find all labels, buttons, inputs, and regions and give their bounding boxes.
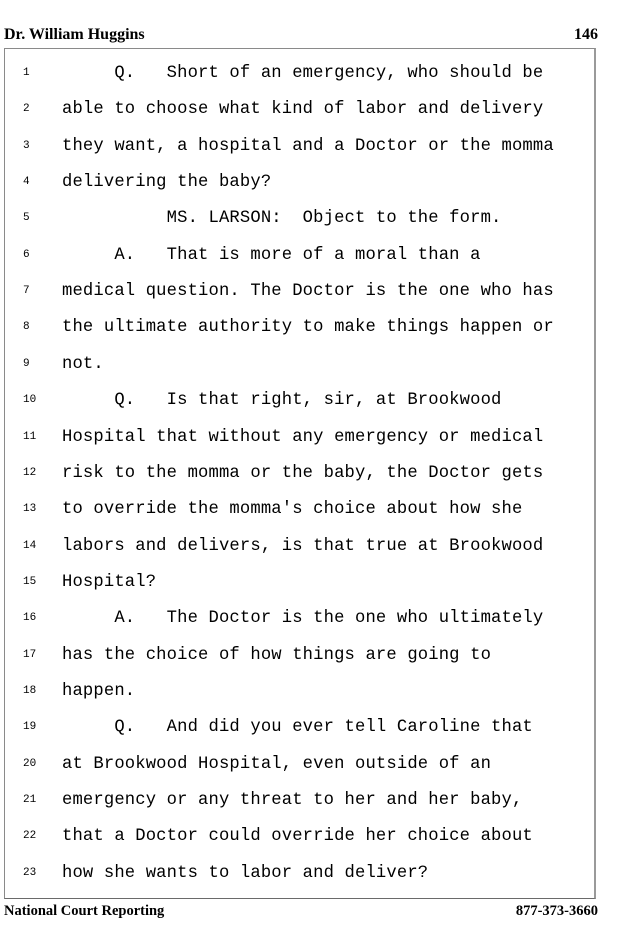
line-number: 20 bbox=[23, 757, 37, 770]
transcript-line bbox=[5, 609, 595, 648]
transcript-line bbox=[5, 100, 595, 139]
transcript-line bbox=[5, 572, 595, 612]
line-text: that a Doctor could override her choice about bbox=[62, 827, 533, 847]
reporting-company: National Court Reporting bbox=[4, 903, 165, 919]
line-text: medical question. The Doctor is the one who has bbox=[62, 282, 554, 302]
line-text: to override the momma's choice about how she bbox=[62, 500, 523, 520]
line-number: 18 bbox=[23, 684, 37, 697]
line-number: 8 bbox=[23, 321, 30, 334]
line-text: labors and delivers, is that true at Brookwood bbox=[62, 536, 544, 556]
line-number: 9 bbox=[23, 357, 30, 370]
line-text: the ultimate authority to make things happen or bbox=[62, 318, 554, 338]
line-number: 4 bbox=[23, 176, 30, 189]
line-text: delivering the baby? bbox=[62, 173, 272, 193]
page-number: 146 bbox=[574, 26, 598, 43]
line-number: 11 bbox=[23, 430, 37, 443]
transcript-line bbox=[5, 318, 595, 357]
line-text: Hospital? bbox=[62, 572, 157, 592]
transcript-line bbox=[5, 64, 595, 103]
page-footer bbox=[4, 903, 598, 923]
line-number: 15 bbox=[23, 575, 37, 588]
transcript-line bbox=[5, 791, 595, 830]
transcript-line bbox=[5, 500, 595, 539]
line-text: MS. LARSON: Object to the form. bbox=[62, 209, 502, 229]
line-number: 13 bbox=[23, 503, 37, 516]
transcript-box bbox=[4, 48, 596, 899]
line-text: A. That is more of a moral than a bbox=[62, 245, 481, 265]
line-number: 22 bbox=[23, 830, 37, 843]
line-text: Q. Is that right, sir, at Brookwood bbox=[62, 391, 502, 411]
line-text: A. The Doctor is the one who ultimately bbox=[62, 609, 544, 629]
line-number: 19 bbox=[23, 721, 37, 734]
line-number: 12 bbox=[23, 466, 37, 479]
transcript-line bbox=[5, 827, 595, 866]
transcript-line bbox=[5, 391, 595, 430]
line-number: 5 bbox=[23, 212, 30, 225]
witness-name: Dr. William Huggins bbox=[4, 26, 145, 43]
line-text: risk to the momma or the baby, the Doctor gets bbox=[62, 463, 544, 483]
line-text: Hospital that without any emergency or medical bbox=[62, 427, 544, 447]
line-number: 3 bbox=[23, 139, 30, 152]
transcript-line bbox=[5, 645, 595, 685]
line-text: not. bbox=[62, 354, 104, 374]
transcript-line bbox=[5, 754, 595, 794]
line-number: 14 bbox=[23, 539, 37, 552]
line-number: 10 bbox=[23, 394, 37, 407]
line-number: 1 bbox=[23, 67, 30, 79]
line-number: 21 bbox=[23, 794, 37, 806]
transcript-line bbox=[5, 681, 595, 721]
line-number: 16 bbox=[23, 612, 37, 625]
line-text: they want, a hospital and a Doctor or the momma bbox=[62, 136, 554, 156]
transcript-line bbox=[5, 463, 595, 503]
transcript-line bbox=[5, 863, 595, 903]
transcript-line bbox=[5, 282, 595, 321]
transcript-line bbox=[5, 427, 595, 467]
line-text: emergency or any threat to her and her baby, bbox=[62, 791, 523, 810]
transcript-line bbox=[5, 209, 595, 248]
line-text: at Brookwood Hospital, even outside of an bbox=[62, 754, 492, 774]
line-text: able to choose what kind of labor and delivery bbox=[62, 100, 544, 120]
transcript-line bbox=[5, 354, 595, 394]
transcript-line bbox=[5, 136, 595, 176]
page-header bbox=[4, 26, 598, 46]
line-text: happen. bbox=[62, 681, 136, 701]
company-phone: 877-373-3660 bbox=[515, 903, 598, 919]
line-number: 7 bbox=[23, 285, 30, 298]
line-text: Q. And did you ever tell Caroline that bbox=[62, 718, 533, 738]
line-number: 6 bbox=[23, 248, 30, 261]
transcript-line bbox=[5, 718, 595, 757]
line-number: 23 bbox=[23, 866, 37, 879]
transcript-line bbox=[5, 245, 595, 285]
line-text: how she wants to labor and deliver? bbox=[62, 863, 429, 883]
line-number: 2 bbox=[23, 103, 30, 116]
line-text: has the choice of how things are going to bbox=[62, 645, 492, 665]
transcript-line bbox=[5, 173, 595, 212]
line-text: Q. Short of an emergency, who should be bbox=[62, 64, 544, 83]
transcript-line bbox=[5, 536, 595, 576]
line-number: 17 bbox=[23, 648, 37, 661]
